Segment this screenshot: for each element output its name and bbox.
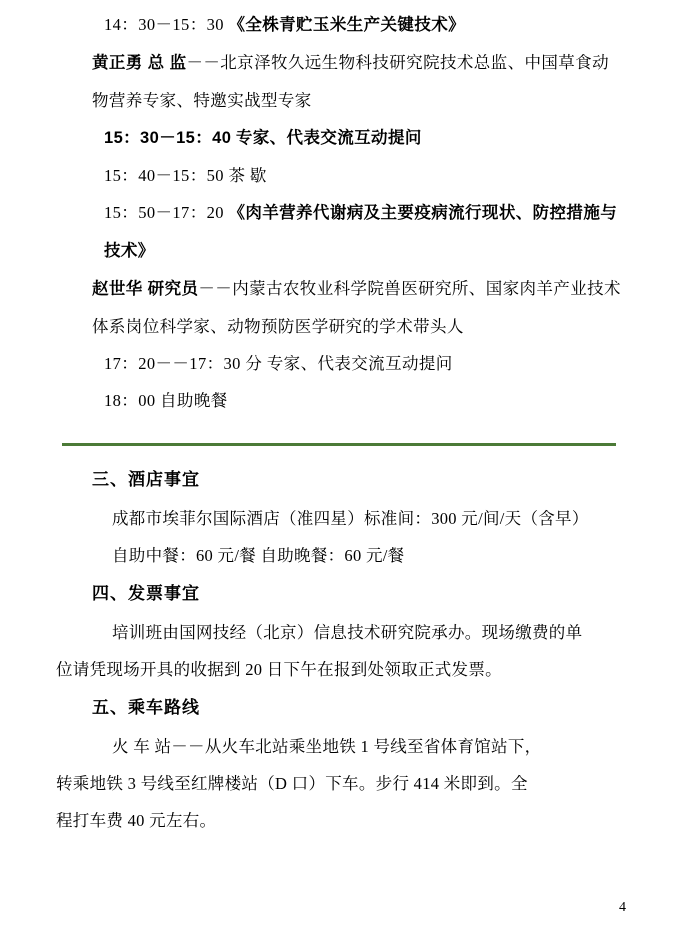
page-number: 4 xyxy=(619,900,626,915)
agenda-speaker-1550 xyxy=(56,270,622,345)
speaker-description: －－内蒙古农牧业科学院兽医研究所、国家肉羊产业技术体系岗位科学家、动物预防医学研究的学术带头人 xyxy=(92,279,621,336)
route-line-1: 火 车 站－－从火车北站乘坐地铁 1 号线至省体育馆站下， xyxy=(112,737,542,756)
invoice-line-1: 培训班由国网技经（北京）信息技术研究院承办。现场缴费的单 xyxy=(112,623,583,642)
hotel-line-2: 自助中餐：60 元/餐 自助晚餐：60 元/餐 xyxy=(112,546,405,565)
section-heading-invoice: 四、发票事宜 xyxy=(92,584,200,603)
section-heading-route: 五、乘车路线 xyxy=(92,698,200,717)
agenda-item-1550 xyxy=(56,194,622,270)
agenda-time: 14：30－15：30 xyxy=(104,15,224,34)
agenda-title: 自助晚餐 xyxy=(160,391,228,410)
agenda-list xyxy=(56,0,622,419)
section-divider-wrap xyxy=(56,443,622,446)
green-divider xyxy=(62,443,616,446)
agenda-time: 15：40－15：50 xyxy=(104,166,224,185)
agenda-title: 《肉羊营养代谢病及主要疫病流行现状、防控措施与技术》 xyxy=(104,204,618,260)
section-invoice xyxy=(56,574,622,688)
agenda-speaker-1430 xyxy=(56,44,622,119)
route-line-2: 转乘地铁 3 号线至红牌楼站（D 口）下车。步行 414 米即到。全 xyxy=(56,774,528,793)
agenda-title: 专家、代表交流互动提问 xyxy=(235,129,422,147)
invoice-line-2: 位请凭现场开具的收据到 20 日下午在报到处领取正式发票。 xyxy=(56,660,502,679)
agenda-item-1430 xyxy=(56,6,622,44)
hotel-line-1: 成都市埃菲尔国际酒店（准四星）标准间：300 元/间/天（含早） xyxy=(112,509,589,528)
agenda-item-1720 xyxy=(56,345,622,382)
section-heading-hotel: 三、酒店事宜 xyxy=(92,470,200,489)
agenda-item-1530 xyxy=(56,119,622,157)
agenda-item-1800 xyxy=(56,382,622,419)
agenda-title: 茶 歇 xyxy=(228,166,267,185)
section-hotel xyxy=(56,460,622,574)
agenda-item-1540 xyxy=(56,157,622,194)
agenda-time: 15：30－15：40 xyxy=(104,129,232,147)
agenda-time: 15：50－17：20 xyxy=(104,203,224,222)
agenda-title: 《全株青贮玉米生产关键技术》 xyxy=(228,16,466,34)
speaker-name: 黄正勇 总 监 xyxy=(92,54,187,72)
section-route xyxy=(56,688,622,839)
speaker-description: －－北京泽牧久远生物科技研究院技术总监、中国草食动物营养专家、特邀实战型专家 xyxy=(92,53,609,110)
speaker-name: 赵世华 研究员 xyxy=(92,280,199,298)
route-line-3: 程打车费 40 元左右。 xyxy=(56,811,217,830)
agenda-time: 17：20－－17：30 分 xyxy=(104,354,263,373)
agenda-time: 18：00 xyxy=(104,391,156,410)
agenda-title: 专家、代表交流互动提问 xyxy=(266,354,453,373)
